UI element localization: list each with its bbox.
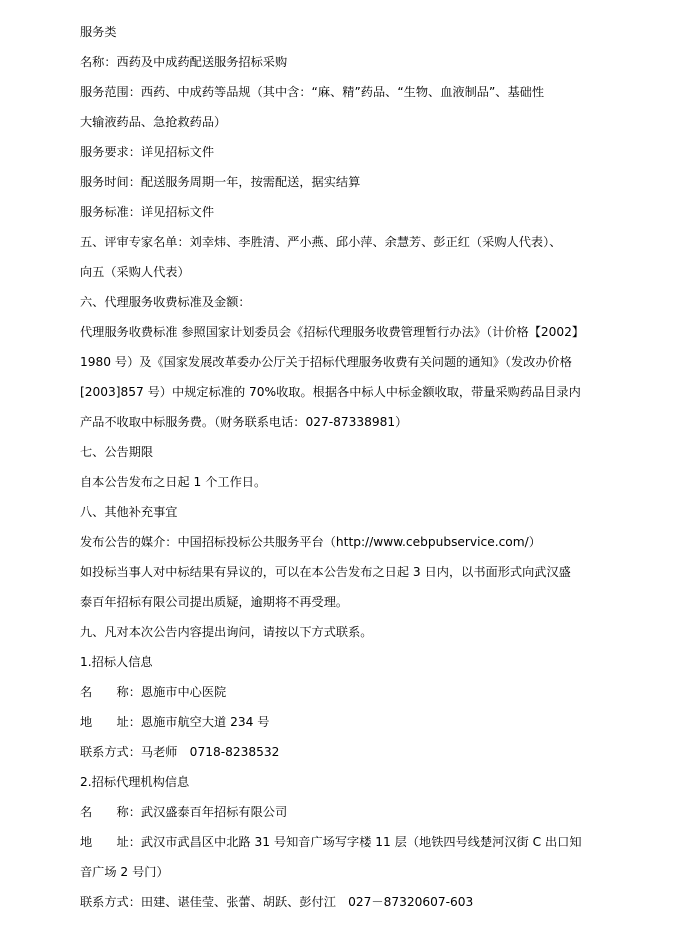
text-line-agency-address-cont: 音广场 2 号门）: [80, 865, 169, 879]
text-line-agency-address: 地 址：武汉市武昌区中北路 31 号知音广场写字楼 11 层（地铁四号线楚河汉街 C 出口知: [80, 835, 582, 849]
text-line-fees-1: 代理服务收费标准 参照国家计划委员会《招标代理服务收费管理暂行办法》（计价格【2002】: [80, 325, 585, 339]
text-line-service-time: 服务时间：配送服务周期一年，按需配送，据实结算: [80, 175, 361, 189]
text-line-media: 发布公告的媒介：中国招标投标公共服务平台（http://www.cebpubservice.com/）: [80, 535, 541, 549]
text-line-objection-2: 泰百年招标有限公司提出质疑，逾期将不再受理。: [80, 595, 349, 609]
section-heading-experts: 五、评审专家名单：刘幸炜、李胜清、严小燕、邱小萍、余慧芳、彭正红（采购人代表）、: [80, 235, 562, 249]
text-line-fees-2: 1980 号）及《国家发展改革委办公厅关于招标代理服务收费有关问题的通知》（发改办价格: [80, 355, 572, 369]
text-line-service-scope-cont: 大输液药品、急抢救药品）: [80, 115, 227, 129]
text-line-tenderer-name: 名 称：恩施市中心医院: [80, 685, 227, 699]
text-line-service-category: 服务类: [80, 25, 117, 39]
text-line-agency-contact: 联系方式：田建、谌佳莹、张蕾、胡跃、彭付江 027－87320607-603: [80, 895, 474, 909]
text-line-service-standard: 服务标准：详见招标文件: [80, 205, 215, 219]
text-line-period: 自本公告发布之日起 1 个工作日。: [80, 475, 267, 489]
text-line-fees-4: 产品不收取中标服务费。（财务联系电话：027-87338981）: [80, 415, 408, 429]
text-line-tenderer-address: 地 址：恩施市航空大道 234 号: [80, 715, 270, 729]
text-line-fees-3: [2003]857 号）中规定标准的 70%收取。根据各中标人中标金额收取，带量采购药品目录内: [80, 385, 581, 399]
text-line-name: 名称：西药及中成药配送服务招标采购: [80, 55, 288, 69]
subheading-tenderer: 1.招标人信息: [80, 655, 153, 669]
text-line-tenderer-contact: 联系方式：马老师 0718-8238532: [80, 745, 280, 759]
text-line-service-requirement: 服务要求：详见招标文件: [80, 145, 215, 159]
section-heading-other: 八、其他补充事宜: [80, 505, 178, 519]
section-heading-contact: 九、凡对本次公告内容提出询问，请按以下方式联系。: [80, 625, 373, 639]
subheading-agency: 2.招标代理机构信息: [80, 775, 190, 789]
text-line-agency-name: 名 称：武汉盛泰百年招标有限公司: [80, 805, 288, 819]
section-heading-period: 七、公告期限: [80, 445, 154, 459]
text-line-experts-cont: 向五（采购人代表）: [80, 265, 190, 279]
text-line-objection-1: 如投标当事人对中标结果有异议的，可以在本公告发布之日起 3 日内，以书面形式向武汉盛: [80, 565, 571, 579]
text-line-service-scope: 服务范围：西药、中成药等品规（其中含：“麻、精”药品、“生物、血液制品”、基础性: [80, 85, 545, 99]
section-heading-fees: 六、代理服务收费标准及金额：: [80, 295, 251, 309]
